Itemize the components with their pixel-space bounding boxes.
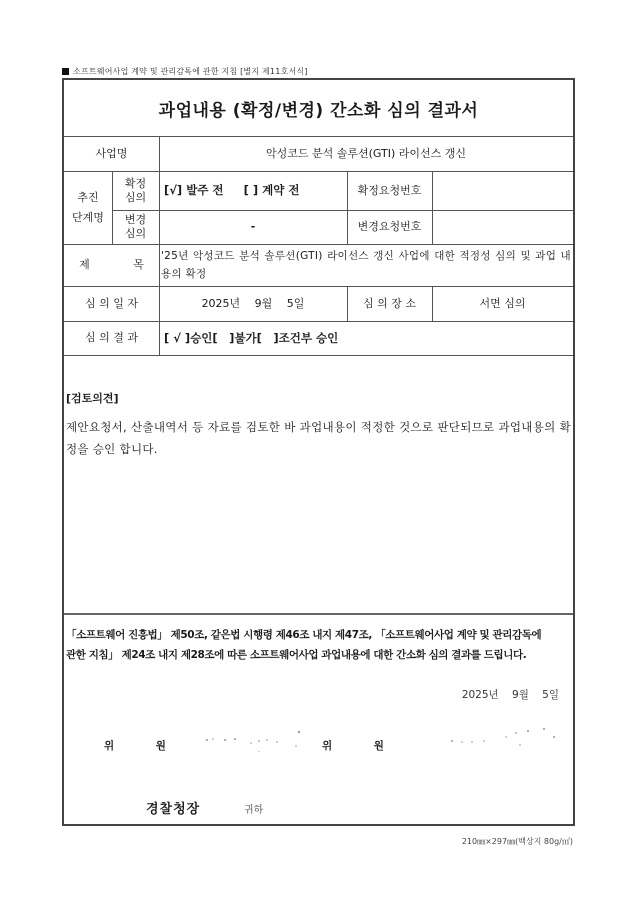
square-bullet-icon — [62, 68, 69, 75]
review-place-value: 서면 심의 — [479, 296, 526, 310]
checkbox-reject[interactable]: [ ] — [212, 330, 235, 345]
form-caption-text: 소프트웨어사업 계약 및 관리감독에 관한 지침 [별지 제11호서식] — [73, 67, 308, 76]
legal-notice: 「소프트웨어 진흥법」 제50조, 같은법 시행령 제46조 내지 제47조, 「소프트웨어사업 계약 및 관리감독에 관한 지침」 제24조 내지 제28조에 따른 소프트웨어사업 과업내용에 대한 간소화 심의 결과를 드립니다. — [66, 629, 542, 661]
recipient: 경찰청장 — [146, 802, 201, 817]
divider — [347, 171, 348, 244]
checkbox-before-order[interactable]: [√] — [164, 183, 183, 198]
document-frame — [62, 78, 575, 826]
divider — [432, 171, 433, 244]
confirm-label-line1: 확정 — [124, 176, 147, 190]
option-approve-label: 승인 — [190, 330, 213, 345]
review-result-label: 심 의 결 과 — [85, 331, 138, 345]
issue-date: 2025년 9월 5일 — [461, 689, 559, 701]
subject-label: 제 목 — [79, 258, 144, 272]
confirm-request-number-label: 확정요청번호 — [357, 183, 422, 197]
change-review-value: - — [250, 220, 256, 234]
confirm-label-line2: 심의 — [124, 190, 147, 204]
change-request-number-value[interactable] — [432, 210, 573, 244]
member-label-1: 위 원 — [104, 740, 166, 752]
option-before-order-label: 발주 전 — [186, 183, 224, 198]
option-reject-label: 불가 — [234, 330, 257, 345]
change-request-number-label: 변경요청번호 — [357, 220, 422, 234]
checkbox-before-contract[interactable]: [ ] — [243, 183, 259, 198]
review-result-options — [164, 321, 564, 355]
checkbox-approve[interactable]: [ √ ] — [164, 330, 191, 345]
stage-label — [64, 171, 112, 244]
divider — [64, 286, 573, 287]
checkbox-conditional[interactable]: [ ] — [256, 330, 279, 345]
option-before-contract-label: 계약 전 — [262, 183, 300, 198]
project-name-value: 악성코드 분석 솔루션(GTI) 라이선스 갱신 — [265, 146, 467, 160]
member-label-2: 위 원 — [322, 740, 384, 752]
confirm-review-label — [112, 171, 159, 210]
divider — [159, 136, 160, 355]
option-conditional-label: 조건부 승인 — [278, 330, 339, 345]
divider — [112, 210, 573, 211]
review-date-label: 심 의 일 자 — [85, 296, 138, 310]
divider — [64, 244, 573, 245]
comments-heading: [검토의견] — [66, 392, 119, 405]
recipient-suffix: 귀하 — [244, 805, 264, 816]
stage-label-line2: 단계명 — [72, 210, 104, 224]
signature-redacted-2 — [444, 723, 564, 747]
review-date-value: 2025년 9월 5일 — [201, 296, 305, 310]
subject-value: '25년 악성코드 분석 솔루션(GTI) 라이선스 갱신 사업에 대한 적정성 심의 및 과업 내용의 확정 — [161, 250, 571, 280]
confirm-request-number-value[interactable] — [432, 171, 573, 210]
section-divider — [64, 613, 573, 615]
change-review-label — [112, 210, 159, 244]
divider — [347, 286, 348, 321]
divider — [64, 171, 573, 172]
divider — [64, 355, 573, 356]
stage-label-line1: 추진 — [77, 190, 99, 204]
divider — [64, 321, 573, 322]
change-label-line2: 심의 — [124, 227, 147, 240]
review-place-label: 심 의 장 소 — [363, 296, 416, 310]
divider — [432, 286, 433, 321]
change-label-line1: 변경 — [124, 213, 147, 227]
confirm-options — [164, 171, 347, 210]
signature-redacted-1 — [199, 728, 319, 752]
project-name-label: 사업명 — [95, 146, 128, 160]
comments-body: 제안요청서, 산출내역서 등 자료를 검토한 바 과업내용이 적정한 것으로 판단되므로 과업내용의 확정을 승인 합니다. — [66, 420, 571, 456]
paper-spec: 210㎜×297㎜(백상지 80g/㎡) — [461, 837, 573, 846]
document-title: 과업내용 (확정/변경) 간소화 심의 결과서 — [64, 80, 573, 137]
form-caption — [62, 66, 308, 77]
divider — [112, 171, 113, 244]
